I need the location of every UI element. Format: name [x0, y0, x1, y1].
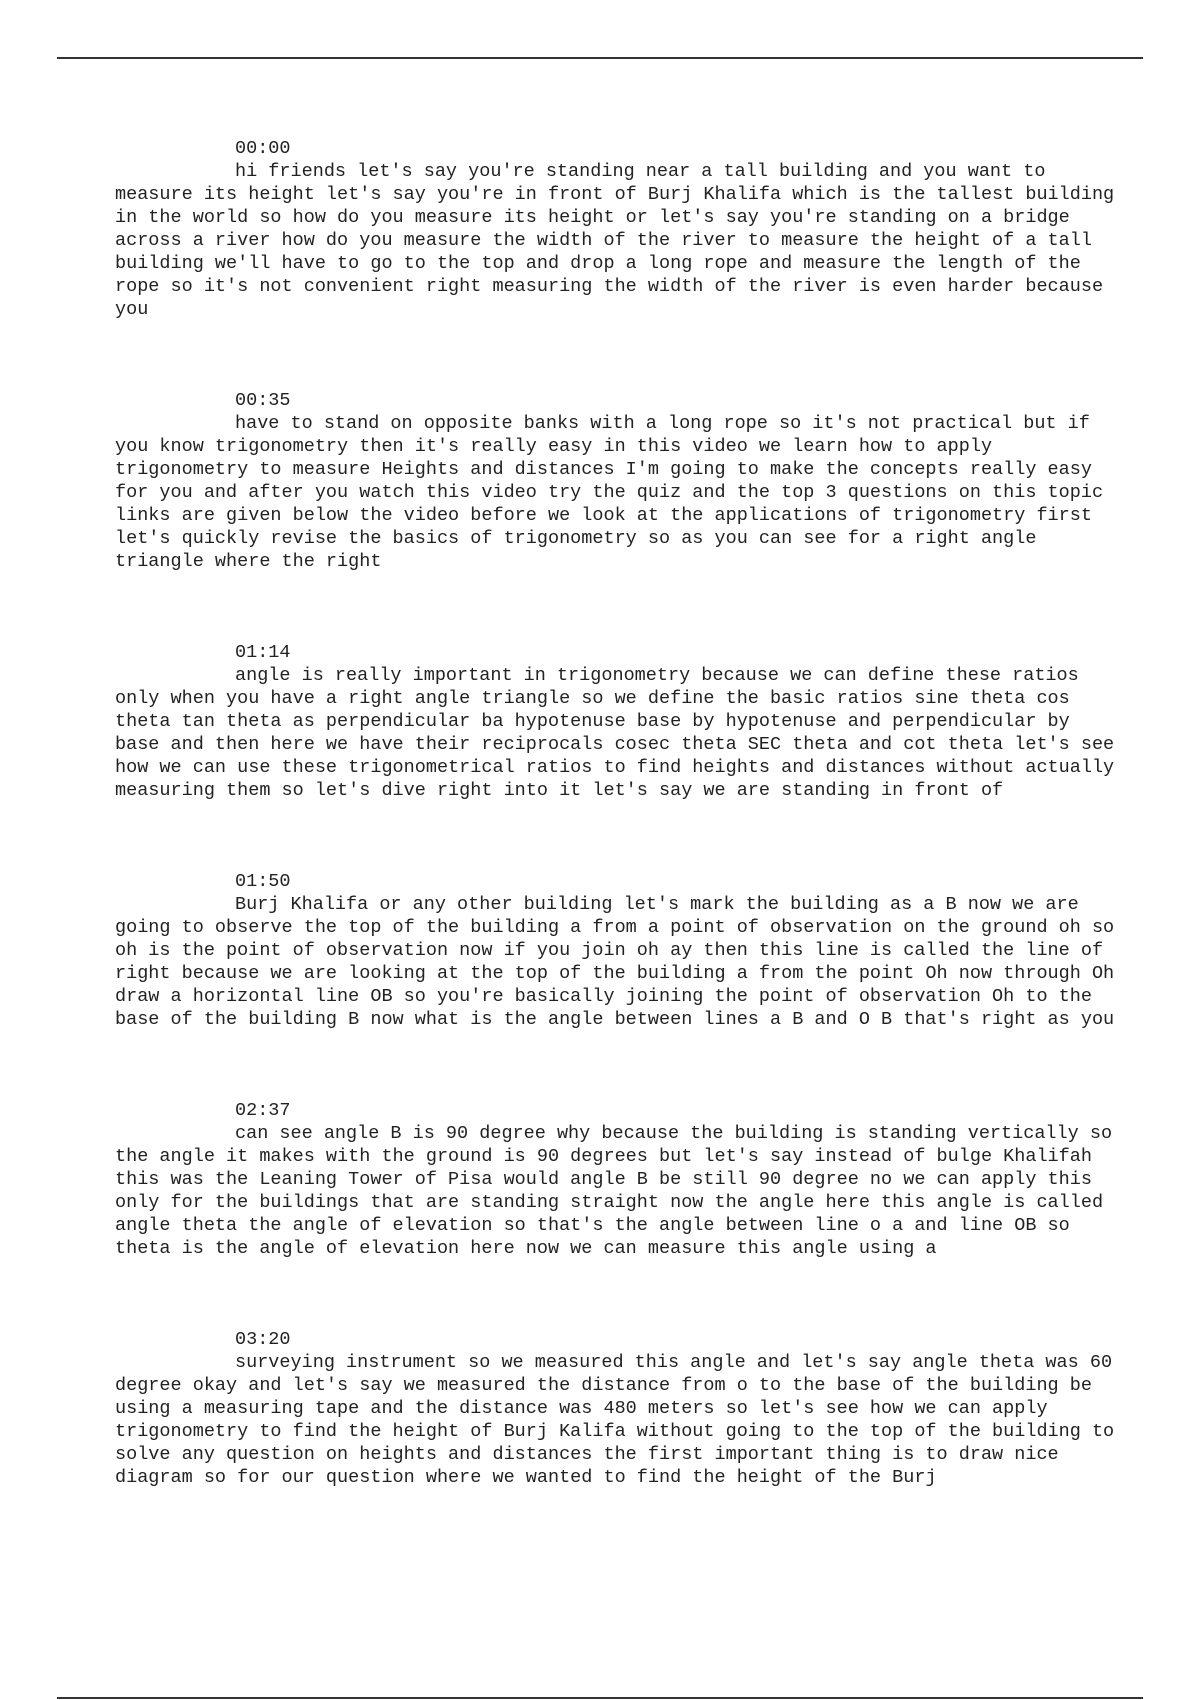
timestamp: 00:35 — [235, 390, 291, 411]
transcript-segment — [115, 1328, 1125, 1489]
transcript-text: surveying instrument so we measured this angle and let's say angle theta was 60 degree okay and let's say we measured the distance from o to the base of the building be using a measuring tape and the distance was 480 meters so let's see how we can apply trigonometry to find the height of Burj Kalifa without going to the top of the building to solve any question on heights and distances the first important thing is to draw nice diagram so for our question where we wanted to find the height of the Burj — [115, 1352, 1115, 1488]
transcript-segment — [115, 870, 1125, 1031]
transcript-text: Burj Khalifa or any other building let's mark the building as a B now we are going to observe the top of the building a from a point of observation on the ground oh so oh is the point of observation now if you join oh ay then this line is called the line of right because we are looking at the top of the building a from the point Oh now through Oh draw a horizontal line OB so you're basically joining the point of observation Oh to the base of the building B now what is the angle between lines a B and O B that's right as you — [115, 894, 1115, 1030]
transcript-segment — [115, 389, 1125, 573]
timestamp: 01:50 — [235, 871, 291, 892]
timestamp: 01:14 — [235, 642, 291, 663]
transcript-text: angle is really important in trigonometry because we can define these ratios only when you have a right angle triangle so we define the basic ratios sine theta cos theta tan theta as perpendicular ba hypotenuse base by hypotenuse and perpendicular by base and then here we have their reciprocals cosec theta SEC theta and cot theta let's see how we can use these trigonometrical ratios to find heights and distances without actually measuring them so let's dive right into it let's say we are standing in front of — [115, 665, 1115, 801]
transcript-segment — [115, 137, 1125, 321]
header-rule — [57, 57, 1143, 59]
timestamp: 03:20 — [235, 1329, 291, 1350]
timestamp: 00:00 — [235, 138, 291, 159]
transcript-text: have to stand on opposite banks with a long rope so it's not practical but if you know trigonometry then it's really easy in this video we learn how to apply trigonometry to measure Heights and distances I'm going to make the concepts really easy for you and after you watch this video try the quiz and the top 3 questions on this topic links are given below the video before we look at the applications of trigonometry first let's quickly revise the basics of trigonometry so as you can see for a right angle triangle where the right — [115, 413, 1104, 572]
transcript-text: can see angle B is 90 degree why because the building is standing vertically so the angle it makes with the ground is 90 degrees but let's say instead of bulge Khalifah this was the Leaning Tower of Pisa would angle B be still 90 degree no we can apply this only for the buildings that are standing straight now the angle here this angle is called angle theta the angle of elevation so that's the angle between line o a and line OB so theta is the angle of elevation here now we can measure this angle using a — [115, 1123, 1113, 1259]
transcript-text: hi friends let's say you're standing near a tall building and you want to measure its height let's say you're in front of Burj Khalifa which is the tallest building in the world so how do you measure its height or let's say you're standing on a bridge across a river how do you measure the width of the river to measure the height of a tall building we'll have to go to the top and drop a long rope and measure the length of the rope so it's not convenient right measuring the width of the river is even harder because you — [115, 161, 1115, 320]
footer-rule — [57, 1697, 1143, 1699]
timestamp: 02:37 — [235, 1100, 291, 1121]
transcript — [115, 137, 1125, 1557]
transcript-segment — [115, 1099, 1125, 1260]
transcript-segment — [115, 641, 1125, 802]
